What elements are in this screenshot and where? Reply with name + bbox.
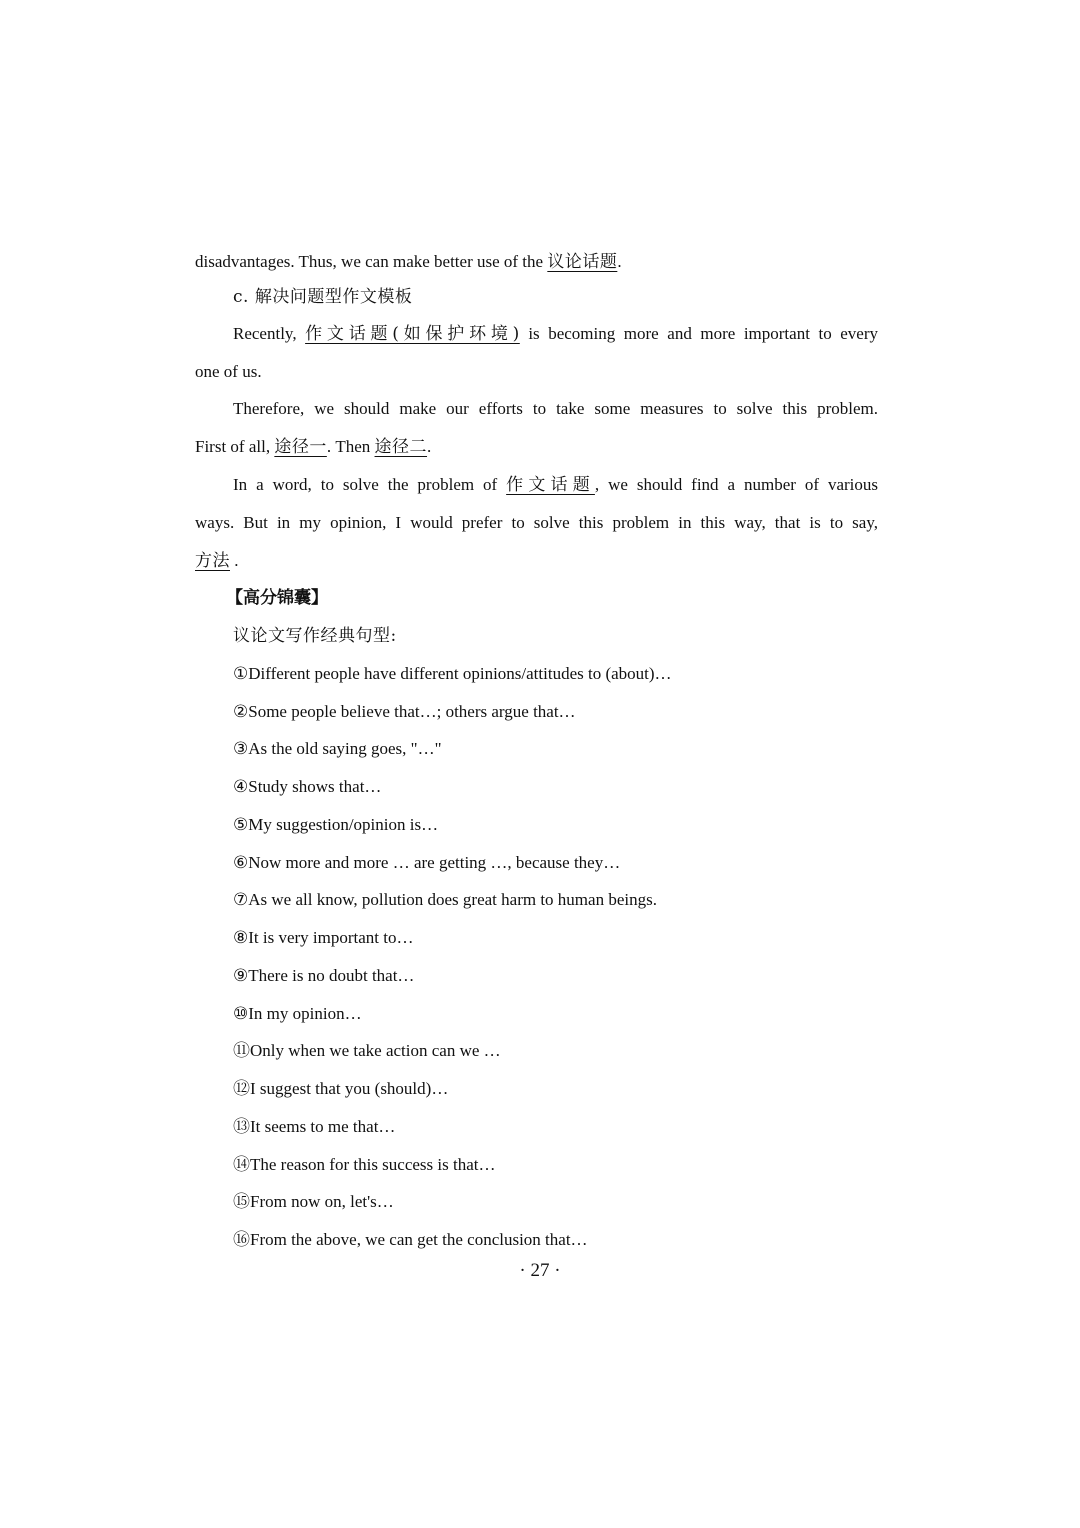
text-run: is becoming more and more important to every [519,324,878,343]
paragraph-line [233,322,878,346]
text-run: disadvantages. Thus, we can make better use of the [195,252,548,271]
list-item: ⑦As we all know, pollution does great harm to human beings. [233,890,657,909]
text-run: . [427,437,432,456]
paragraph-line [195,435,431,459]
text-run: . [230,551,239,570]
page-number: · 27 · [519,1260,561,1281]
section-title: 【高分锦囊】 [226,588,328,608]
text-run: First of all, [195,437,275,456]
underlined-term: 途径一 [274,437,327,457]
text-run: . [617,252,622,271]
list-item: ⑨There is no doubt that… [233,966,415,985]
list-item: ③As the old saying goes, "…" [233,739,442,758]
list-item: ①Different people have different opinions/attitudes to (about)… [233,664,672,683]
underlined-term: 作文话题(如保护环境) [305,324,520,344]
list-item: ⑭The reason for this success is that… [233,1155,496,1174]
paragraph-line [195,250,622,274]
section-subtitle: 议论文写作经典句型: [233,626,397,646]
list-item: ⑥Now more and more … are getting …, because they… [233,853,621,872]
list-item: ⑯From the above, we can get the conclusion that… [233,1230,588,1249]
paragraph-line: Therefore, we should make our efforts to take some measures to solve this problem. [233,399,878,418]
list-item: ⑧It is very important to… [233,928,414,947]
list-item: ⑪Only when we take action can we … [233,1041,501,1060]
list-item: ⑫I suggest that you (should)… [233,1079,449,1098]
paragraph-line [233,473,878,497]
underlined-term: 议论话题 [547,252,618,272]
paragraph-line: one of us. [195,362,262,381]
list-item: ⑬It seems to me that… [233,1117,396,1136]
text-run: Recently, [233,324,306,343]
text-run: , we should find a number of various [594,475,879,494]
list-item: ⑮From now on, let's… [233,1192,394,1211]
text-run: . Then [326,437,375,456]
list-item: ②Some people believe that…; others argue that… [233,702,576,721]
underlined-term: 作文话题 [506,475,595,495]
list-item: ⑩In my opinion… [233,1004,362,1023]
text-run: In a word, to solve the problem of [233,475,507,494]
paragraph-line: ways. But in my opinion, I would prefer to solve this problem in this way, that is to say, [195,513,878,532]
list-item: ⑤My suggestion/opinion is… [233,815,439,834]
underlined-term: 方法 [195,551,230,571]
paragraph-line [195,549,239,573]
underlined-term: 途径二 [374,437,428,457]
list-item: ④Study shows that… [233,777,382,796]
template-heading: c. 解决问题型作文模板 [233,287,413,307]
